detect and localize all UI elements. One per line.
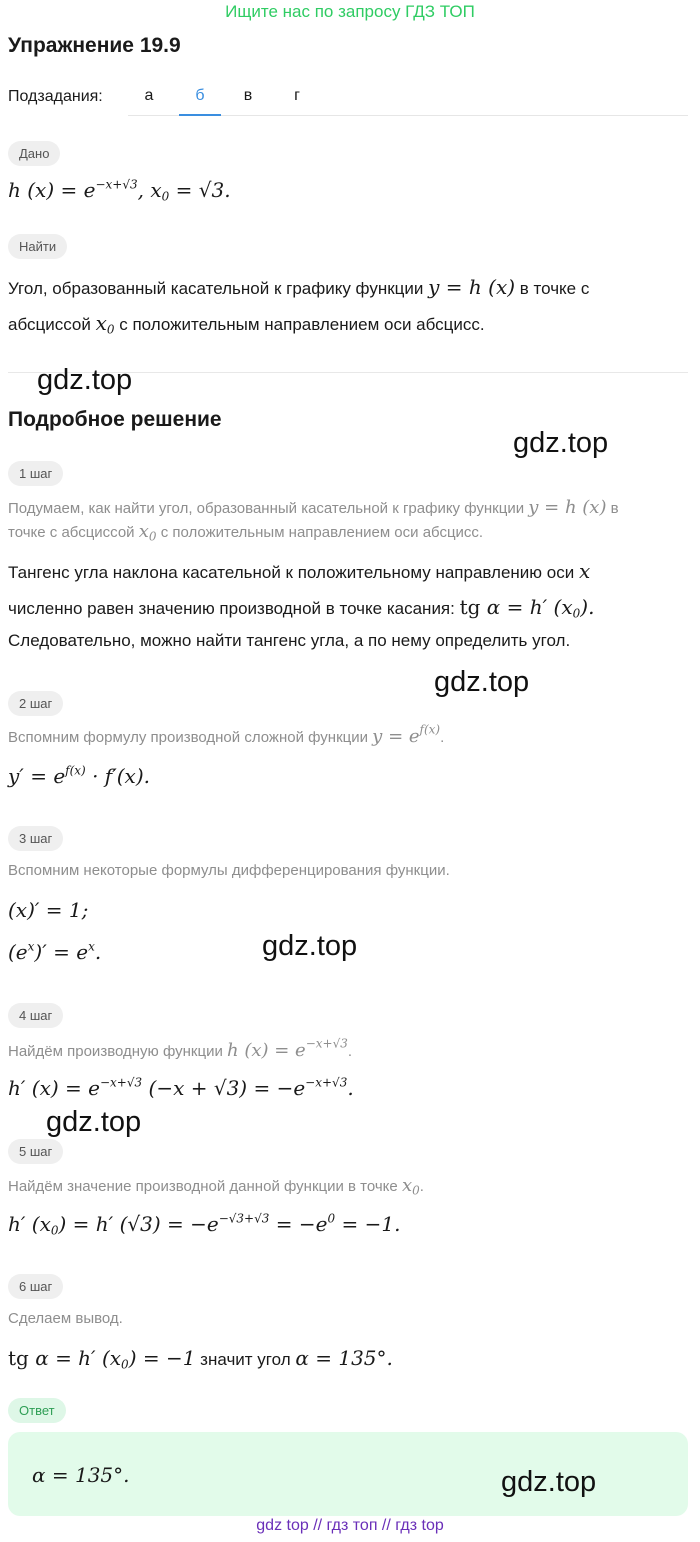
step-2-hint: Вспомним формулу производной сложной функции $y = e^{f(x)}$. (8, 722, 445, 747)
step-6-conclusion: tg α = h′ $(x_0) = -1$ значит угол α = 135°. (8, 1346, 393, 1372)
step-1-hint-1: Подумаем, как найти угол, образованный касательной к графику функции y = h (x) в (8, 497, 619, 518)
step-2-pill: 2 шаг (8, 691, 63, 716)
step-4-hint: Найдём производную функции h $(x) = e^{-x+√3}$. (8, 1036, 353, 1061)
tab-a[interactable]: а (144, 87, 154, 104)
watermark: gdz.top (434, 666, 530, 698)
tab-g[interactable]: г (294, 87, 300, 104)
step-5-formula: h′ $(x_0) = h'$ $(√3) = -e^{-√3+√3} = -e^0 = -1$. (8, 1211, 401, 1238)
step-4-formula: h′ $(x) = e^{-x+√3}$ $(-x + √3) = -e^{-x+√3}$. (8, 1075, 354, 1100)
step-1-pill: 1 шаг (8, 461, 63, 486)
watermark: gdz.top (262, 930, 358, 962)
step-1-hint-2: точке с абсциссой $x_0$ с положительным направлением оси абсцисс. (8, 521, 484, 544)
subtasks-label: Подзадания: (8, 88, 103, 105)
step-3-hint: Вспомним некоторые формулы дифференцирования функции. (8, 862, 450, 879)
find-line-2: абсциссой $x_0$ с положительным направлением оси абсцисс. (8, 311, 485, 337)
tab-v[interactable]: в (243, 87, 253, 104)
tab-b[interactable]: б (179, 77, 221, 116)
watermark: gdz.top (37, 364, 133, 396)
find-line-1: Угол, образованный касательной к графику функции y = h (x) в точке с (8, 275, 590, 299)
answer-value: α = 135°. (32, 1463, 130, 1487)
watermark: gdz.top (513, 427, 609, 459)
step-3-formula-2: $(e^x)' = e^x$. (8, 939, 102, 964)
answer-pill: Ответ (8, 1398, 66, 1423)
step-4-pill: 4 шаг (8, 1003, 63, 1028)
step-6-pill: 6 шаг (8, 1274, 63, 1299)
step-5-hint: Найдём значение производной данной функции в точке $x_0$. (8, 1175, 424, 1198)
footer-links: gdz top // гдз топ // гдз top (256, 1517, 444, 1534)
subtask-tabs (128, 77, 688, 116)
watermark: gdz.top (501, 1466, 597, 1498)
find-pill: Найти (8, 234, 67, 259)
step-6-hint: Сделаем вывод. (8, 1310, 123, 1327)
given-formula: h $(x) = e^{-x+√3}$, $x_0 = √3$. (8, 177, 231, 204)
given-pill: Дано (8, 141, 60, 166)
page-title: Упражнение 19.9 (8, 34, 181, 57)
step-3-formula-1: (x)′ = 1; (8, 898, 89, 922)
step-1-text-3: Следовательно, можно найти тангенс угла, а по нему определить угол. (8, 631, 571, 650)
step-5-pill: 5 шаг (8, 1139, 63, 1164)
solution-title: Подробное решение (8, 408, 222, 431)
step-1-text-2: численно равен значению производной в точке касания: tg α = h′ $(x_0)$. (8, 595, 595, 621)
watermark: gdz.top (46, 1106, 142, 1138)
search-banner: Ищите нас по запросу ГДЗ ТОП (225, 2, 475, 21)
step-1-text-1: Тангенс угла наклона касательной к положительному направлению оси x (8, 559, 591, 583)
step-3-pill: 3 шаг (8, 826, 63, 851)
step-2-formula: $y' = e^{f(x)} \cdot f'(x)$. (8, 763, 150, 788)
